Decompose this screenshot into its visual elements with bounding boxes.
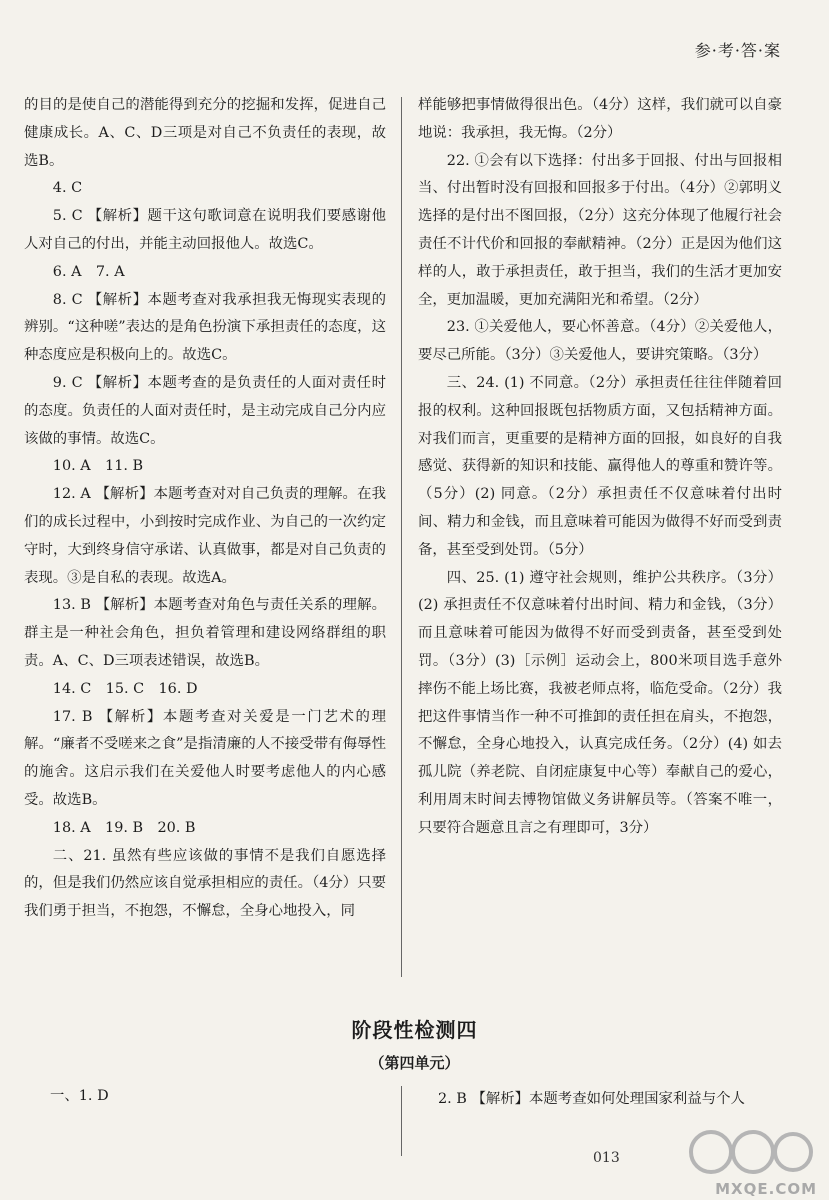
answer-21-continued: 样能够把事情做得很出色。（4分）这样，我们就可以自豪地说：我承担，我无悔。（2分） (418, 97, 782, 141)
right-column (418, 92, 782, 843)
answer-22: 22. ①会有以下选择：付出多于回报、付出与回报相当、付出暂时没有回报和回报多于付出。（4分）②郭明义选择的是付出不图回报，（2分）这充分体现了他履行社会责任不计代价和回报的奉献精神。（2分）正是因为他们这样的人，敢于承担责任，敢于担当，我们的生活才更加安全，更加温暖，更加充满阳光和希望。（2分） (418, 152, 782, 308)
answer-9: 9. C 【解析】本题考查的是负责任的人面对责任时的态度。负责任的人面对责任时，是主动完成自己分内应该做的事情。故选C。 (24, 374, 386, 447)
answer-17: 17. B 【解析】本题考查对关爱是一门艺术的理解。“廉者不受嗟来之食”是指清廉的人不接受带有侮辱性的施舍。这启示我们在关爱他人时要考虑他人的内心感受。故选B。 (24, 708, 386, 808)
answer-13: 13. B 【解析】本题考查对角色与责任关系的理解。群主是一种社会角色，担负着管理和建设网络群组的职责。A、C、D三项表述错误，故选B。 (24, 597, 386, 669)
page-number: 013 (593, 1150, 620, 1166)
left-column (24, 92, 386, 926)
answer-18-20: 18. A 19. B 20. B (52, 819, 196, 836)
answer-12: 12. A 【解析】本题考查对对自己负责的理解。在我们的成长过程中，小到按时完成作业、为自己的一次约定守时，大到终身信守承诺、认真做事，都是对自己负责的表现。③是自私的表现。故选A。 (24, 486, 386, 586)
answer-6-7: 6. A 7. A (52, 263, 125, 280)
page-header: 参·考·答·案 (694, 41, 781, 60)
watermark-text: MXQE.COM (715, 1180, 817, 1198)
column-divider (401, 97, 402, 977)
left-paragraph-1: 的目的是使自己的潜能得到充分的挖掘和发挥，促进自己健康成长。A、C、D三项是对自己不负责任的表现，故选B。 (24, 97, 386, 169)
answer-5: 5. C 【解析】题干这句歌词意在说明我们要感谢他人对自己的付出，并能主动回报他人。故选C。 (24, 208, 386, 252)
answer-23: 23. ①关爱他人，要心怀善意。（4分）②关爱他人，要尽己所能。（3分）③关爱他人，要讲究策略。（3分） (418, 319, 782, 364)
bottom-column-divider (401, 1086, 402, 1156)
answer-24: 三、24. (1) 不同意。（2分）承担责任往往伴随着回报的权利。这种回报既包括物质方面，又包括精神方面。对我们而言，更重要的是精神方面的回报，如良好的自我感觉、获得新的知识和技能、赢得他人的尊重和赞许等。（5分）(2) 同意。（2分）承担责任不仅意味着付出时间、精力和金钱，而且意味着可能因为做得不好而受到责备，甚至受到处罚。（5分） (418, 374, 782, 558)
section-subtitle: （第四单元） (369, 1054, 460, 1072)
answer-10-11: 10. A 11. B (52, 458, 144, 475)
answer-14-16: 14. C 15. C 16. D (52, 680, 198, 697)
bottom-left-answer: 一、1. D (50, 1088, 109, 1104)
section-title: 阶段性检测四 (351, 1018, 478, 1042)
bottom-right-answer: 2. B 【解析】本题考查如何处理国家利益与个人 (438, 1091, 745, 1107)
answer-8: 8. C 【解析】本题考查对我承担我无悔现实表现的辨别。“这种嗟”表达的是角色扮演下承担责任的态度，这种态度应是积极向上的。故选C。 (24, 291, 386, 364)
answer-21: 二、21. 虽然有些应该做的事情不是我们自愿选择的，但是我们仍然应该自觉承担相应的责任。（4分）只要我们勇于担当，不抱怨，不懈怠，全身心地投入，同 (24, 847, 386, 920)
answer-25: 四、25. (1) 遵守社会规则，维护公共秩序。（3分）(2) 承担责任不仅意味着付出时间、精力和金钱，（3分）而且意味着可能因为做得不好而受到责备，甚至受到处罚。（3分）(3)［示例］运动会上，800米项目选手意外摔伤不能上场比赛，我被老师点将，临危受命。（2分）我把这件事情当作一种不可推卸的责任担在肩头，不抱怨，不懈怠，全身心地投入，认真完成任务。（2分）(4) 如去孤儿院（养老院、自闭症康复中心等）奉献自己的爱心，利用周末时间去博物馆做义务讲解员等。（答案不唯一，只要符合题意且言之有理即可，3分） (418, 569, 782, 836)
answer-4: 4. C (52, 180, 83, 197)
